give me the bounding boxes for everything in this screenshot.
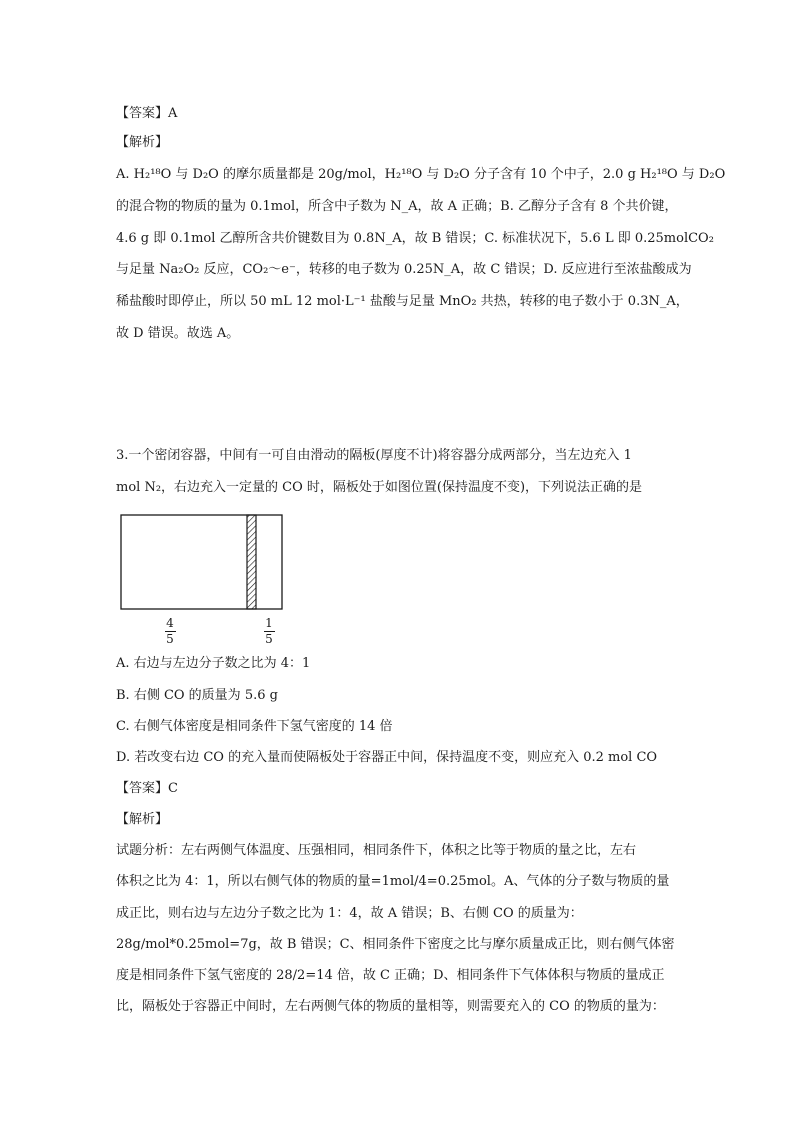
- q2-analysis-line: 稀盐酸时即停止，所以 50 mL 12 mol·L⁻¹ 盐酸与足量 MnO₂ 共热，转移的电子数小于 0.3N_A，: [116, 294, 689, 309]
- q3-analysis-line: 28g/mol*0.25mol=7g，故 B 错误；C、相同条件下密度之比与摩尔质量成正比，则右侧气体密: [116, 937, 675, 952]
- left-fraction-label: [162, 617, 178, 646]
- q3-analysis-heading: 【解析】: [116, 812, 169, 827]
- q2-analysis-line: 4.6 g 即 0.1mol 乙醇所含共价键数目为 0.8N_A，故 B 错误；C. 标准状况下，5.6 L 即 0.25molCO₂: [116, 231, 714, 246]
- q3-answer: 【答案】C: [116, 781, 178, 796]
- container-diagram: [120, 514, 290, 618]
- left-fraction-numerator: 4: [166, 616, 174, 630]
- right-fraction-denominator: 5: [265, 632, 273, 646]
- q3-option-c: C. 右侧气体密度是相同条件下氢气密度的 14 倍: [116, 719, 393, 734]
- container-outline: [121, 515, 282, 609]
- left-fraction-denominator: 5: [166, 632, 174, 646]
- q3-analysis-line: 比，隔板处于容器正中间时，左右两侧气体的物质的量相等，则需要充入的 CO 的物质的量为：: [116, 999, 665, 1014]
- container-figure: [120, 514, 290, 614]
- q2-answer: 【答案】A: [116, 106, 178, 121]
- q3-stem-line: 3.一个密闭容器，中间有一可自由滑动的隔板(厚度不计)将容器分成两部分，当左边充入 1: [116, 448, 632, 463]
- right-fraction-numerator: 1: [265, 616, 273, 630]
- q2-analysis-line: 故 D 错误。故选 A。: [116, 326, 240, 341]
- q3-stem-line: mol N₂，右边充入一定量的 CO 时，隔板处于如图位置(保持温度不变)，下列说法正确的是: [116, 480, 643, 495]
- q2-analysis-heading: 【解析】: [116, 135, 169, 150]
- q3-analysis-line: 试题分析：左右两侧气体温度、压强相同，相同条件下，体积之比等于物质的量之比，左右: [116, 843, 637, 858]
- q3-option-a: A. 右边与左边分子数之比为 4：1: [116, 656, 311, 671]
- q3-analysis-line: 成正比，则右边与左边分子数之比为 1：4，故 A 错误；B、右侧 CO 的质量为：: [116, 906, 583, 921]
- q3-analysis-line: 度是相同条件下氢气密度的 28/2=14 倍，故 C 正确；D、相同条件下气体体积与物质的量成正: [116, 968, 665, 983]
- q2-analysis-line: A. H₂¹⁸O 与 D₂O 的摩尔质量都是 20g/mol，H₂¹⁸O 与 D₂O 分子含有 10 个中子，2.0 g H₂¹⁸O 与 D₂O: [116, 167, 726, 182]
- q3-option-b: B. 右侧 CO 的质量为 5.6 g: [116, 688, 278, 703]
- right-fraction-label: [261, 617, 277, 646]
- q2-analysis-line: 的混合物的物质的量为 0.1mol，所含中子数为 N_A，故 A 正确；B. 乙醇分子含有 8 个共价键，: [116, 199, 678, 214]
- q2-analysis-line: 与足量 Na₂O₂ 反应，CO₂～e⁻，转移的电子数为 0.25N_A，故 C 错误；D. 反应进行至浓盐酸成为: [116, 262, 692, 277]
- q3-option-d: D. 若改变右边 CO 的充入量而使隔板处于容器正中间，保持温度不变，则应充入 0.2 mol CO: [116, 750, 658, 765]
- q3-analysis-line: 体积之比为 4：1，所以右侧气体的物质的量=1mol/4=0.25mol。A、气体的分子数与物质的量: [116, 874, 670, 889]
- sliding-partition: [247, 515, 256, 609]
